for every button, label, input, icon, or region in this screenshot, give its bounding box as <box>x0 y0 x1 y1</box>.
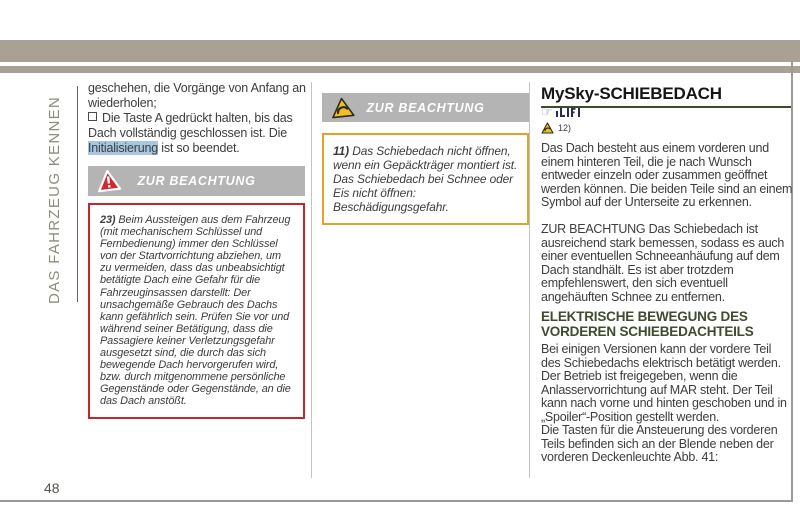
caution-note-text: Das Schiebedach nicht öffnen, wenn ein Gepäckträger montiert ist. Das Schiebedach bei Schnee oder Eis nicht öffnen: Beschädigungsgefahr. <box>333 144 518 214</box>
body-paragraph-2: ZUR BEACHTUNG Das Schiebedach ist ausreichend stark bemessen, sodass es auch einer eventuellen Schneeanhäufung auf dem Dach standhält. Es ist aber trotzdem empfehlenswert, den sich eventuell angehäuften Schnee zu entfernen. <box>541 222 785 304</box>
bullet-text-pre: Die Taste A gedrückt halten, bis das Dach vollständig geschlossen ist. Die <box>88 111 293 140</box>
body-paragraph-1: Das Dach besteht aus einem vorderen und einem hinteren Teil, die je nach Wunsch entweder einzeln oder zusammen geöffnet werden können. Die beiden Teile sind an einem Symbol auf der Unterseite zu erkennen. <box>541 141 793 210</box>
bullet-text-post: ist so beendet. <box>157 141 240 155</box>
warning-triangle-yellow-icon <box>330 96 355 120</box>
caution-note-ref: 11) <box>333 144 350 158</box>
column-1-text <box>88 81 306 156</box>
warning-note-text: Beim Aussteigen aus dem Fahrzeug (mit mechanischem Schlüssel und Fernbedienung) immer den Schlüssel von der Startvorrichtung abziehen, um zu vermeiden, dass das unbeabsichtigt betätigte Dach eine Gefahr für die Fahrzeuginsassen darstellt: Der unsachgemäße Gebrauch des Dachs kann gefährlich sein. Prüfen Sie vor und während seiner Betätigung, dass die Passagiere keiner Verletzungsgefahr ausgesetzt sind, die durch das sich bewegende Dach hervorgerufen wird, bzw. durch mitgenommene persönliche Gegenstände oder Gegenstände, an die das Dach anstößt. <box>100 214 291 408</box>
subsection-heading: ELEKTRISCHE BEWEGUNG DES VORDEREN SCHIEBEDACHTEILS <box>541 309 754 339</box>
warning-banner-col1 <box>88 166 305 196</box>
warning-ref-label: 12) <box>558 123 572 133</box>
caution-banner-label: ZUR BEACHTUNG <box>366 100 485 115</box>
page-edge-bottom-rule <box>0 500 793 502</box>
warning-ref-triangle-icon <box>541 122 554 134</box>
warning-triangle-red-icon <box>96 169 121 193</box>
warning-note-box <box>88 203 305 419</box>
continued-paragraph: geschehen, die Vorgänge von Anfang an wiederholen; <box>88 81 306 110</box>
pointing-hand-icon: ☞ <box>541 104 553 120</box>
reference-glyphs-icon <box>555 106 585 118</box>
header-bar-thin <box>0 66 800 73</box>
sidebar-section-label: DAS FAHRZEUG KENNEN <box>46 95 63 304</box>
header-bar-thick <box>0 40 800 62</box>
warning-banner-label: ZUR BEACHTUNG <box>137 174 256 188</box>
column-divider-1 <box>311 82 312 478</box>
body-paragraph-3: Bei einigen Versionen kann der vordere Teil des Schiebedachs elektrisch betätigt werden. Der Betrieb ist freigegeben, wenn die Anlasservorrichtung auf MAR steht. Der Teil kann nach vorne und hinten geschoben und in „Spoiler“-Position gestellt werden. <box>541 342 787 424</box>
page-number: 48 <box>44 480 60 496</box>
sidebar-rule <box>77 86 78 302</box>
square-bullet-icon <box>88 112 97 121</box>
reference-symbols-row <box>541 105 585 119</box>
body-paragraph-4: Die Tasten für die Ansteuerung des vorderen Teils befinden sich an der Blende neben der vorderen Deckenleuchte Abb. 41: <box>541 423 778 465</box>
warning-note-ref: 23) <box>100 214 116 226</box>
caution-note-box <box>322 133 529 225</box>
initialization-highlight: Initialisierung <box>88 141 158 155</box>
warning-reference-row <box>541 122 571 134</box>
bullet-item <box>88 111 306 156</box>
section-title: MySky-SCHIEBEDACH <box>541 84 791 108</box>
caution-banner-col2 <box>322 93 529 122</box>
column-divider-2 <box>529 82 530 478</box>
